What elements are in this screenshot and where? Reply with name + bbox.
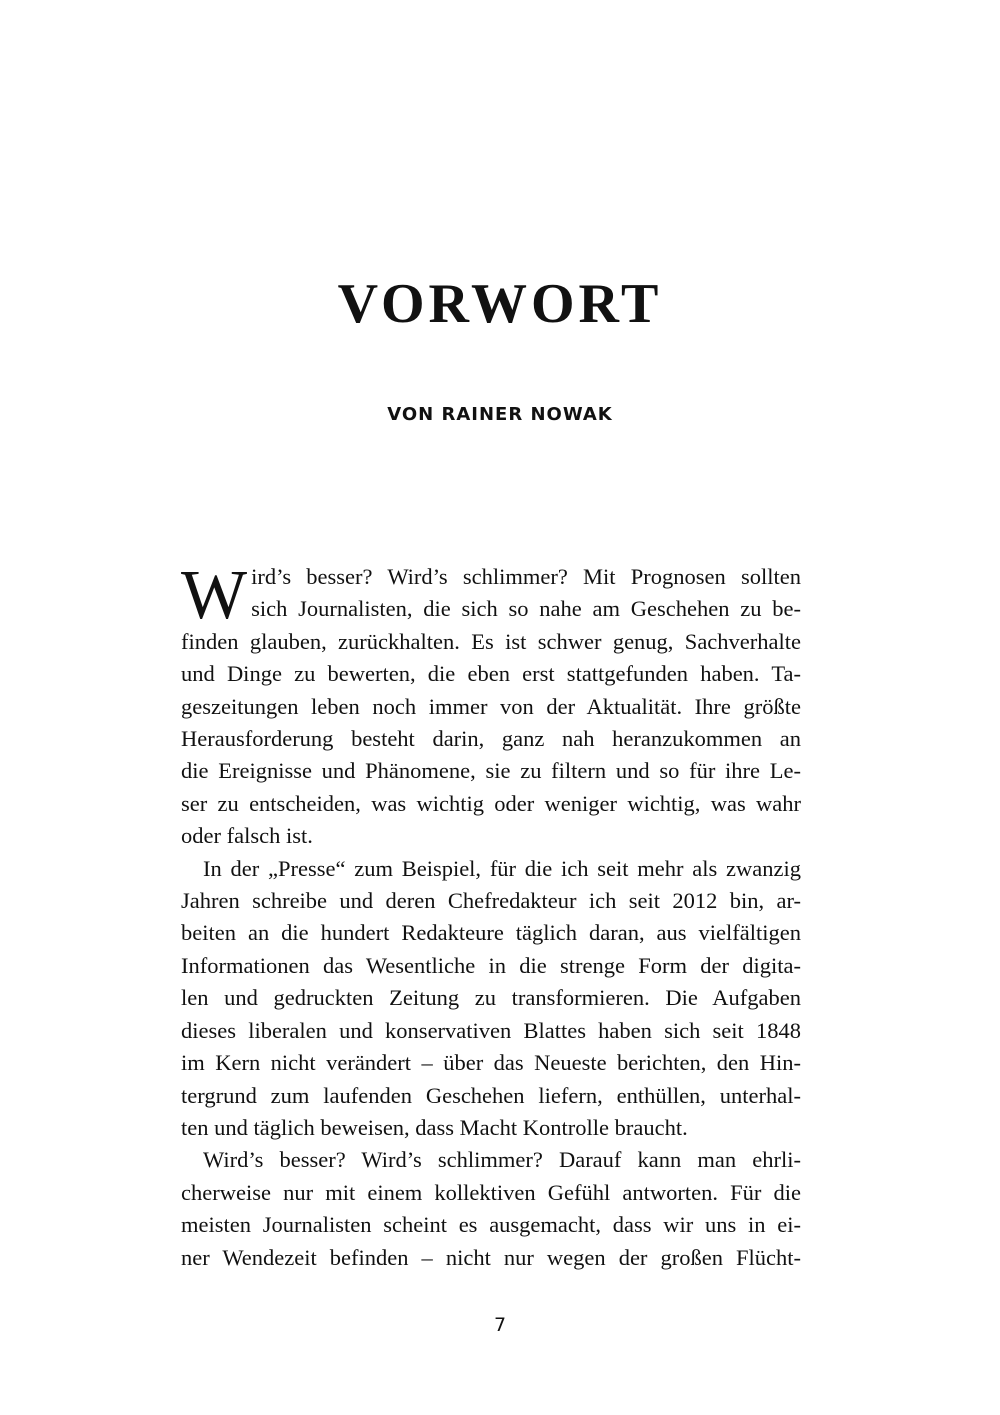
paragraph-1	[181, 557, 801, 853]
text-line: cherweise nur mit einem kollektiven Gefühl antworten. Für die	[181, 1179, 801, 1205]
paragraph-3	[181, 1144, 801, 1274]
text-line: Jahren schreibe und deren Chefredakteur ich seit 2012 bin, ar-	[181, 888, 801, 914]
chapter-title: VORWORT	[337, 273, 663, 335]
text-line: ser zu entscheiden, was wichtig oder weniger wichtig, was wahr	[181, 790, 801, 816]
chapter-author: VON RAINER NOWAK	[387, 404, 613, 425]
drop-cap: W	[181, 557, 248, 634]
paragraph-2	[181, 853, 801, 1145]
text-line: ner Wendezeit befinden – nicht nur wegen der großen Flücht-	[181, 1244, 801, 1270]
body-text	[181, 557, 801, 1274]
text-line: Herausforderung besteht darin, ganz nah heranzukommen an	[181, 726, 801, 752]
text-line: meisten Journalisten scheint es ausgemacht, dass wir uns in ei-	[181, 1212, 801, 1238]
text-line: tergrund zum laufenden Geschehen liefern, enthüllen, unterhal-	[181, 1082, 801, 1108]
text-line: ird’s besser? Wird’s schlimmer? Mit Prognosen sollten	[251, 564, 801, 589]
page-number: 7	[493, 1314, 507, 1336]
text-line: und Dinge zu bewerten, die eben erst stattgefunden haben. Ta-	[181, 661, 801, 687]
text-line: Wird’s besser? Wird’s schlimmer? Darauf kann man ehrli-	[203, 1147, 801, 1173]
text-line: geszeitungen leben noch immer von der Aktualität. Ihre größte	[181, 693, 801, 719]
text-line: die Ereignisse und Phänomene, sie zu filtern und so für ihre Le-	[181, 758, 801, 784]
text-line: ten und täglich beweisen, dass Macht Kontrolle braucht.	[181, 1114, 688, 1140]
text-line: sich Journalisten, die sich so nahe am Geschehen zu be-	[251, 596, 801, 622]
text-line: finden glauben, zurückhalten. Es ist schwer genug, Sachverhalte	[181, 628, 801, 654]
text-line: beiten an die hundert Redakteure täglich daran, aus vielfältigen	[181, 920, 801, 946]
text-line: dieses liberalen und konservativen Blattes haben sich seit 1848	[181, 1017, 801, 1043]
text-line: len und gedruckten Zeitung zu transformieren. Die Aufgaben	[181, 985, 801, 1011]
text-line: im Kern nicht verändert – über das Neueste berichten, den Hin-	[181, 1050, 801, 1076]
text-line: In der „Presse“ zum Beispiel, für die ich seit mehr als zwanzig	[203, 855, 801, 881]
text-line: oder falsch ist.	[181, 823, 313, 849]
text-line: Informationen das Wesentliche in die strenge Form der digita-	[181, 952, 801, 978]
